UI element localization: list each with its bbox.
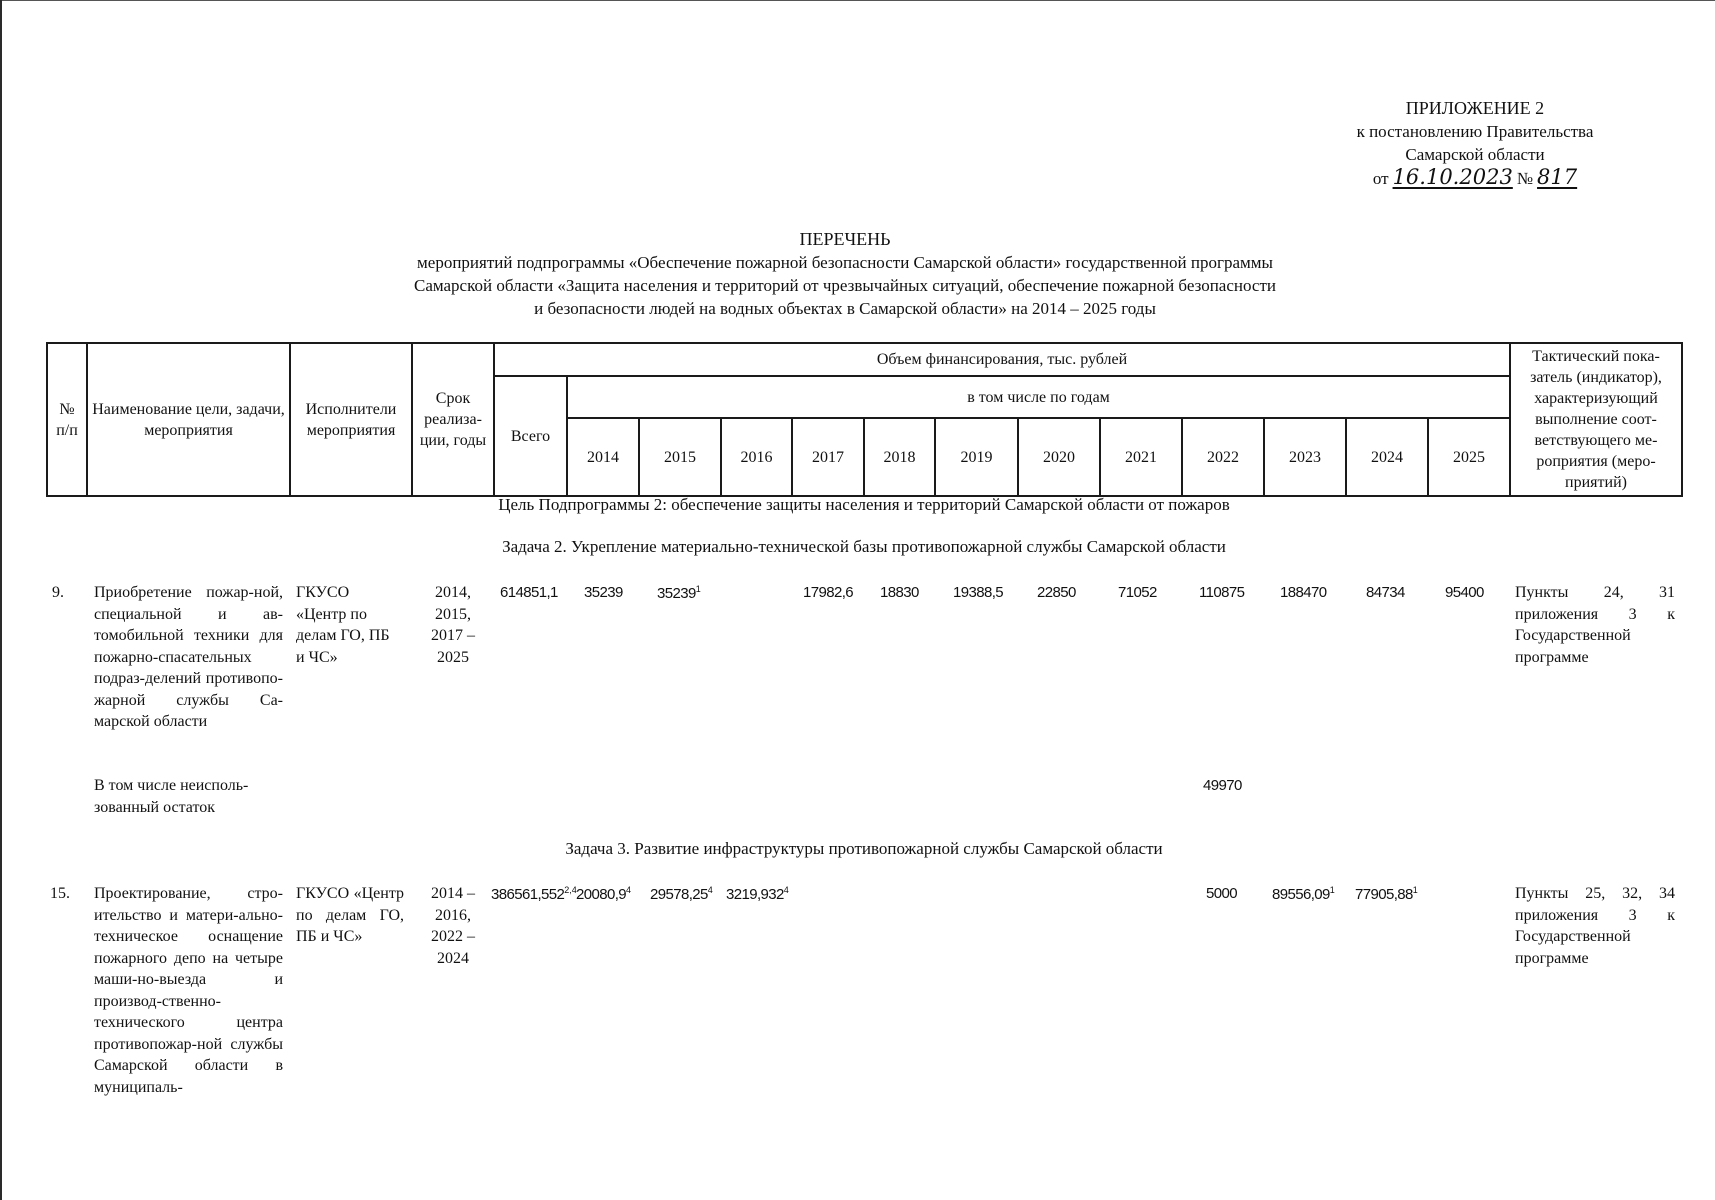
row-9-2024: 84734: [1366, 584, 1405, 601]
header-year: 2021: [1100, 418, 1182, 496]
row-15-2024: 77905,88$^1$: [1355, 885, 1418, 903]
header-period: Срок реализа-ции, годы: [412, 343, 494, 496]
header-year: 2019: [935, 418, 1018, 496]
row-9-executor: ГКУСО «Центр по делам ГО, ПБ и ЧС»: [296, 584, 390, 666]
header-year: 2017: [792, 418, 864, 496]
row-9-unused-balance-2022: 49970: [1203, 777, 1242, 794]
row-15-2023: 89556,09$^1$: [1272, 885, 1335, 903]
row-15-2023-footnote: 1: [1329, 885, 1335, 895]
row-15-period: 2014 – 2016, 2022 – 2024: [431, 885, 475, 967]
row-9-name: Приобретение пожар-ной, специальной и ав-томобильной техники для пожарно-спасательных подраз-делений противопо-жарной службы Са-марской области: [94, 584, 283, 730]
row-9-2020: 22850: [1037, 584, 1076, 601]
row-15-total-footnote: 2,4: [564, 885, 577, 895]
header-year: 2016: [721, 418, 792, 496]
row-15-2024-footnote: 1: [1412, 885, 1418, 895]
row-9-period: 2014, 2015, 2017 – 2025: [431, 584, 475, 666]
row-9-total: 614851,1: [500, 584, 558, 601]
task-3-heading: Задача 3. Развитие инфраструктуры противопожарной службы Самарской области: [565, 839, 1163, 858]
heading-line-1: мероприятий подпрограммы «Обеспечение пожарной безопасности Самарской области» государственной программы: [417, 253, 1273, 272]
header-number: № п/п: [47, 343, 87, 496]
header-year: 2014: [567, 418, 639, 496]
handwritten-date: 16.10.2023: [1392, 165, 1513, 189]
row-9-2015: 35239$^1$: [657, 584, 701, 602]
heading-title: ПЕРЕЧЕНЬ: [799, 229, 891, 249]
row-9-2019: 19388,5: [953, 584, 1004, 601]
task-2-heading: Задача 2. Укрепление материально-технической базы противопожарной службы Самарской области: [502, 537, 1226, 556]
appendix-line-2: Самарской области: [1405, 145, 1545, 164]
funding-table-header: [46, 342, 1683, 497]
header-year: 2020: [1018, 418, 1100, 496]
row-9-2018: 18830: [880, 584, 919, 601]
header-year: 2023: [1264, 418, 1346, 496]
header-year: 2015: [639, 418, 721, 496]
row-15-number: 15.: [50, 885, 70, 902]
row-15-2014-footnote: 4: [626, 885, 632, 895]
row-9-2017: 17982,6: [803, 584, 854, 601]
row-15-indicator: Пункты 25, 32, 34 приложения 3 к Государственной программе: [1515, 885, 1675, 967]
header-total: Всего: [494, 376, 567, 496]
goal-heading: Цель Подпрограммы 2: обеспечение защиты населения и территорий Самарской области от пожаров: [498, 495, 1230, 514]
row-9-indicator: Пункты 24, 31 приложения 3 к Государственной программе: [1515, 584, 1675, 666]
row-15-2022: 5000: [1206, 885, 1237, 902]
row-9-unused-balance-label: В том числе неисполь-зованный остаток: [94, 777, 249, 816]
header-executors: Исполнители мероприятия: [290, 343, 412, 496]
row-15-2014: 20080,9$^4$: [576, 885, 632, 903]
row-15-2015: 29578,25$^4$: [650, 885, 713, 903]
row-15-2015-footnote: 4: [707, 885, 713, 895]
appendix-title: ПРИЛОЖЕНИЕ 2: [1405, 98, 1545, 118]
heading-line-3: и безопасности людей на водных объектах в Самарской области» на 2014 – 2025 годы: [534, 299, 1156, 318]
row-9-2022: 110875: [1199, 584, 1245, 601]
handwritten-number: 817: [1537, 165, 1578, 189]
row-9-2025: 95400: [1445, 584, 1484, 601]
scan-left-edge: [0, 0, 2, 1200]
row-15-name: Проектирование, стро-ительство и матери-ально-техническое оснащение пожарного депо на четыре маши-но-выезда и производ-ственно-технического центра противопожар-ной службы Самарской области в муниципаль-: [94, 885, 283, 1096]
header-indicator: Тактический пока-затель (индикатор), характеризующий выполнение соот-ветствующего ме-роприятия (меро-приятий): [1510, 343, 1682, 496]
row-9-2021: 71052: [1118, 584, 1157, 601]
header-by-years: в том числе по годам: [567, 376, 1510, 418]
header-funding: Объем финансирования, тыс. рублей: [494, 343, 1510, 376]
header-year: 2024: [1346, 418, 1428, 496]
heading-line-2: Самарской области «Защита населения и территорий от чрезвычайных ситуаций, обеспечение пожарной безопасности: [413, 276, 1276, 295]
scan-top-edge: [0, 0, 1715, 1]
row-9-2014: 35239: [584, 584, 623, 601]
row-9-2015-footnote: 1: [695, 584, 701, 594]
header-name: Наименование цели, задачи, мероприятия: [87, 343, 290, 496]
document-heading: [300, 228, 1390, 320]
row-15-executor: ГКУСО «Центр по делам ГО, ПБ и ЧС»: [296, 885, 404, 945]
row-9-number: 9.: [52, 584, 64, 601]
row-15-2016: 3219,932$^4$: [726, 885, 789, 903]
appendix-line-1: к постановлению Правительства: [1356, 122, 1594, 141]
row-15-2016-footnote: 4: [783, 885, 789, 895]
row-9-2023: 188470: [1280, 584, 1327, 601]
row-15-total: 386561,552$^{2,4}$: [491, 885, 577, 903]
header-year: 2025: [1428, 418, 1510, 496]
appendix-block: [1330, 97, 1620, 190]
appendix-date-line: [1330, 166, 1620, 190]
header-year: 2022: [1182, 418, 1264, 496]
header-year: 2018: [864, 418, 935, 496]
number-prefix: №: [1516, 169, 1534, 188]
date-prefix: от: [1372, 169, 1389, 188]
